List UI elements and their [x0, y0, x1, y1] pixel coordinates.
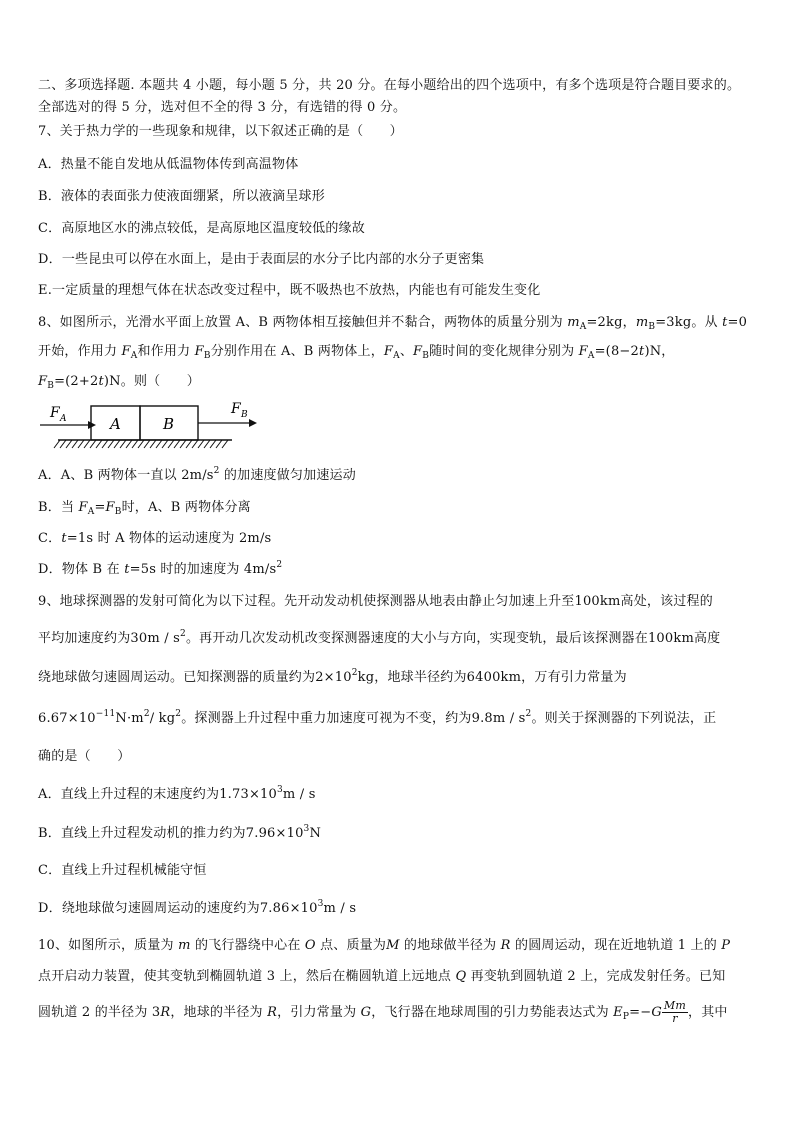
potential-energy-fraction: $\frac{Mm}{r}$: [663, 999, 687, 1025]
q9-stem-line2: 平均加速度约为$30m / s^2$。再开动几次发动机改变探测器速度的大小与方向，实现变轨，最后该探测器在100km高度: [38, 629, 721, 646]
fig-label-fa: F: [50, 405, 60, 421]
section-header-line2: 全部选对的得 5 分，选对但不全的得 3 分，有选错的得 0 分。: [38, 100, 407, 115]
section-header-line1: 二、多项选择题. 本题共 4 小题，每小题 5 分，共 20 分。在每小题给出的四个选项中，有多个选项是符合题目要求的。: [38, 78, 741, 93]
hatch-mark: [192, 440, 198, 448]
fig-label-fb: F: [231, 401, 241, 417]
q10-stem-line2: 点开启动力装置，使其变轨到椭圆轨道 3 上，然后在椭圆轨道上远地点 Q 再变轨到圆轨道 2 上，完成发射任务。已知: [38, 969, 726, 984]
hatch-mark: [162, 440, 168, 448]
q9-option-c: C．直线上升过程机械能守恒: [38, 863, 207, 878]
hatch-mark: [210, 440, 216, 448]
q9-stem-line4: $6.67\times 10^{-11}N\cdot m^2/$ $kg^2$。探测器上升过程中重力加速度可视为不变，约为$9.8m / s^2$。则关于探测器的下列说法，正: [38, 709, 717, 726]
hatch-mark: [168, 440, 174, 448]
q8-stem-line3: $F_B=(2+2t)N$。则（ ）: [38, 374, 200, 391]
q9-option-a: A．直线上升过程的末速度约为$1.73\times 10^3m / s$: [38, 785, 316, 802]
q9-option-b: B．直线上升过程发动机的推力约为$7.96\times 10^3N$: [38, 824, 322, 841]
hatch-mark: [204, 440, 210, 448]
q7-option-b: B．液体的表面张力使液面绷紧，所以液滴呈球形: [38, 189, 325, 204]
q8-stem-line1: 8、如图所示，光滑水平面上放置 A、B 两物体相互接触但并不黏合，两物体的质量分别为 $m_A=2kg$，$m_B=3kg$。从 t=0: [38, 315, 748, 332]
ground-hatching: [54, 440, 228, 448]
hatch-mark: [108, 440, 114, 448]
q8-option-c: C．t=1s 时 A 物体的运动速度为 2m/s: [38, 531, 272, 546]
fig-label-fb-sub: B: [241, 410, 248, 420]
hatch-mark: [78, 440, 84, 448]
q9-stem-line1: 9、地球探测器的发射可简化为以下过程。先开动发动机使探测器从地表由静止匀加速上升至100km高处，该过程的: [38, 594, 713, 609]
q10-stem-line3: 圆轨道 2 的半径为 3R，地球的半径为 R，引力常量为 G，飞行器在地球周围的引力势能表达式为 $E_P=-G$ $\frac{Mm}{r}$ ，其中: [38, 999, 728, 1025]
q8-option-a: A．A、B 两物体一直以 $2m/s^2$ 的加速度做匀加速运动: [38, 466, 356, 483]
block-b-label: B: [163, 415, 175, 433]
hatch-mark: [132, 440, 138, 448]
hatch-mark: [120, 440, 126, 448]
hatch-mark: [96, 440, 102, 448]
q8-figure: [36, 398, 266, 454]
q8-option-d: D．物体 B 在 t=5s 时的加速度为 $4m/s^2$: [38, 560, 283, 577]
q7-stem: 7、关于热力学的一些现象和规律，以下叙述正确的是（ ）: [38, 124, 403, 139]
hatch-mark: [102, 440, 108, 448]
hatch-mark: [114, 440, 120, 448]
hatch-mark: [198, 440, 204, 448]
hatch-mark: [126, 440, 132, 448]
q8-stem-line2: 开始，作用力 $F_A$和作用力 $F_B$分别作用在 A、B 两物体上，$F_A$、$F_B$随时间的变化规律分别为 $F_A=(8-2t)N$，: [38, 344, 675, 361]
q9-stem-line3: 绕地球做匀速圆周运动。已知探测器的质量约为$2\times 10^2kg$，地球半径约为6400km，万有引力常量为: [38, 668, 627, 685]
hatch-mark: [66, 440, 72, 448]
hatch-mark: [72, 440, 78, 448]
q10-stem-line1: 10、如图所示，质量为 m 的飞行器绕中心在 O 点、质量为M 的地球做半径为 R 的圆周运动，现在近地轨道 1 上的 P: [38, 938, 731, 953]
q9-option-d: D．绕地球做匀速圆周运动的速度约为$7.86\times 10^3m / s$: [38, 899, 357, 916]
q8-option-b: B．当 $F_A=F_B$时，A、B 两物体分离: [38, 500, 251, 517]
hatch-mark: [186, 440, 192, 448]
hatch-mark: [54, 440, 60, 448]
hatch-mark: [180, 440, 186, 448]
hatch-mark: [60, 440, 66, 448]
q7-option-d: D．一些昆虫可以停在水面上，是由于表面层的水分子比内部的水分子更密集: [38, 252, 485, 267]
fig-label-fa-sub: A: [60, 414, 67, 424]
hatch-mark: [90, 440, 96, 448]
hatch-mark: [150, 440, 156, 448]
hatch-mark: [144, 440, 150, 448]
hatch-mark: [84, 440, 90, 448]
hatch-mark: [156, 440, 162, 448]
block-a-label: A: [110, 415, 121, 433]
q9-stem-line5: 确的是（ ）: [38, 749, 131, 764]
hatch-mark: [216, 440, 222, 448]
q7-option-a: A．热量不能自发地从低温物体传到高温物体: [38, 157, 299, 172]
q7-option-e: E.一定质量的理想气体在状态改变过程中，既不吸热也不放热，内能也有可能发生变化: [38, 283, 541, 298]
hatch-mark: [222, 440, 228, 448]
q7-option-c: C．高原地区水的沸点较低，是高原地区温度较低的缘故: [38, 221, 365, 236]
hatch-mark: [174, 440, 180, 448]
hatch-mark: [138, 440, 144, 448]
